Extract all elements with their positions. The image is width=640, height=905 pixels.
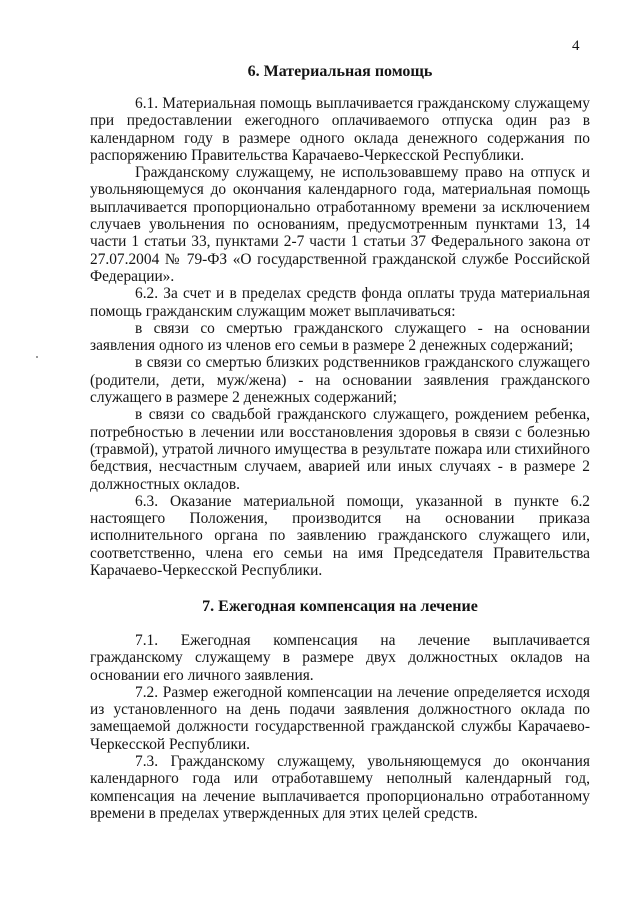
page-number: 4 xyxy=(572,38,580,54)
paragraph-6-3: 6.3. Оказание материальной помощи, указанной в пункте 6.2 настоящего Положения, производится на основании приказа исполнительного органа по заявлению гражданского служащего или, соответственно, члена его семьи на имя Председателя Правительства Карачаево-Черкесской Республики. xyxy=(90,492,590,580)
paragraph-7-2: 7.2. Размер ежегодной компенсации на лечение определяется исходя из установленного на день подачи заявления должностного оклада по замещаемой должности государственной гражданской службы Карачаево-Черкесской Республики. xyxy=(90,683,590,753)
margin-speck xyxy=(36,356,38,358)
paragraph-6-2-item-3: в связи со свадьбой гражданского служащего, рождением ребенка, потребностью в лечении или восстановления здоровья в связи с болезнью (травмой), утратой личного имущества в результате пожара или стихийного бедствия, несчастным случаем, аварией или иных случаях - в размере 2 должностных окладов. xyxy=(90,406,590,493)
paragraph-6-2: 6.2. За счет и в пределах средств фонда оплаты труда материальная помощь гражданским служащим может выплачиваться: xyxy=(90,285,590,320)
paragraph-7-1: 7.1. Ежегодная компенсация на лечение выплачивается гражданскому служащему в размере двух должностных окладов на основании его личного заявления. xyxy=(90,632,590,684)
section-7-heading: 7. Ежегодная компенсация на лечение xyxy=(202,598,478,615)
paragraph-6-2-item-1: в связи со смертью гражданского служащего - на основании заявления одного из членов его семьи в размере 2 денежных содержаний; xyxy=(90,319,590,355)
section-7-body xyxy=(90,632,590,822)
section-6-heading: 6. Материальная помощь xyxy=(247,63,433,80)
paragraph-6-2-item-2: в связи со смертью близких родственников гражданского служащего (родители, дети, муж/жена) - на основании заявления гражданского служащего в размере 2 денежных содержаний; xyxy=(90,354,590,407)
paragraph-6-1-continued: Гражданскому служащему, не использовавшему право на отпуск и увольняющемуся до окончания календарного года, материальная помощь выплачивается пропорционально отработанному времени за исключением случаев увольнения по основаниям, предусмотренным пунктами 13, 14 части 1 статьи 33, пунктами 2-7 части 1 статьи 37 Федерального закона от 27.07.2004 № 79-ФЗ «О государственной гражданской службе Российской Федерации». xyxy=(90,164,590,285)
section-6-body xyxy=(90,95,590,579)
paragraph-7-3: 7.3. Гражданскому служащему, увольняющемуся до окончания календарного года или отработавшему неполный календарный год, компенсация на лечение выплачивается пропорционально отработанному времени в пределах утвержденных для этих целей средств. xyxy=(90,753,590,822)
paragraph-6-1: 6.1. Материальная помощь выплачивается гражданскому служащему при предоставлении ежегодного оплачиваемого отпуска один раз в календарном году в размере одного оклада денежного содержания по распоряжению Правительства Карачаево-Черкесской Республики. xyxy=(90,95,590,164)
